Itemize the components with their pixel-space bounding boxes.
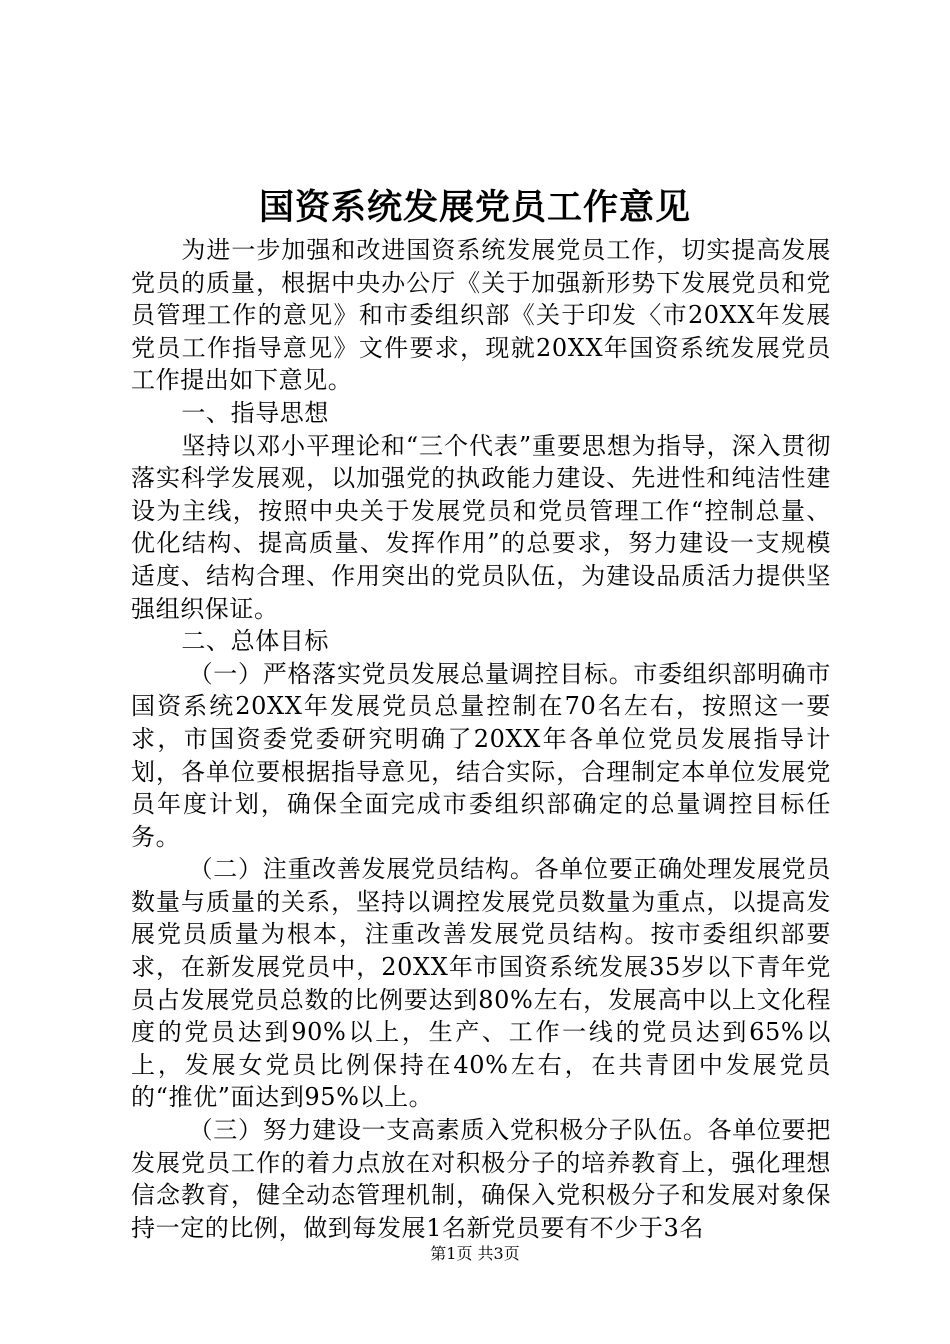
section-heading-guiding-ideology: 一、指导思想 [181,398,329,427]
goal-paragraph-3: （三）努力建设一支高素质入党积极分子队伍。各单位要把发展党员工作的着力点放在对积极分子的培养教育上，强化理想信念教育，健全动态管理机制，确保入党积极分子和发展对象保持一定的比例，做到每发展1名新党员要有不少于3名 [131,1116,831,1242]
page-footer: 第1页 共3页 [430,1244,520,1263]
document-body [131,234,831,1244]
goal-paragraph-1: （一）严格落实党员发展总量调控目标。市委组织部明确市国资系统20XX年发展党员总量控制在70名左右，按照这一要求，市国资委党委研究明确了20XX年各单位党员发展指导计划，各单位要根据指导意见，结合实际，合理制定本单位发展党员年度计划，确保全面完成市委组织部确定的总量调控目标任务。 [131,659,831,851]
section-heading-overall-goals: 二、总体目标 [181,627,329,656]
intro-paragraph: 为进一步加强和改进国资系统发展党员工作，切实提高发展党员的质量，根据中央办公厅《关于加强新形势下发展党员和党员管理工作的意见》和市委组织部《关于印发〈市20XX年发展党员工作指导意见》文件要求，现就20XX年国资系统发展党员工作提出如下意见。 [131,236,831,395]
document-title: 国资系统发展党员工作意见 [258,187,691,228]
goal-paragraph-2: （二）注重改善发展党员结构。各单位要正确处理发展党员数量与质量的关系，坚持以调控发展党员数量为重点，以提高发展党员质量为根本，注重改善发展党员结构。按市委组织部要求，在新发展党员中，20XX年市国资系统发展35岁以下青年党员占发展党员总数的比例要达到80%左右，发展高中以上文化程度的党员达到90%以上，生产、工作一线的党员达到65%以上，发展女党员比例保持在40%左右，在共青团中发展党员的“推优”面达到95%以上。 [131,855,831,1112]
guiding-ideology-paragraph: 坚持以邓小平理论和“三个代表”重要思想为指导，深入贯彻落实科学发展观，以加强党的执政能力建设、先进性和纯洁性建设为主线，按照中央关于发展党员和党员管理工作“控制总量、优化结构、提高质量、发挥作用”的总要求，努力建设一支规模适度、结构合理、作用突出的党员队伍，为建设品质活力提供坚强组织保证。 [131,431,831,623]
